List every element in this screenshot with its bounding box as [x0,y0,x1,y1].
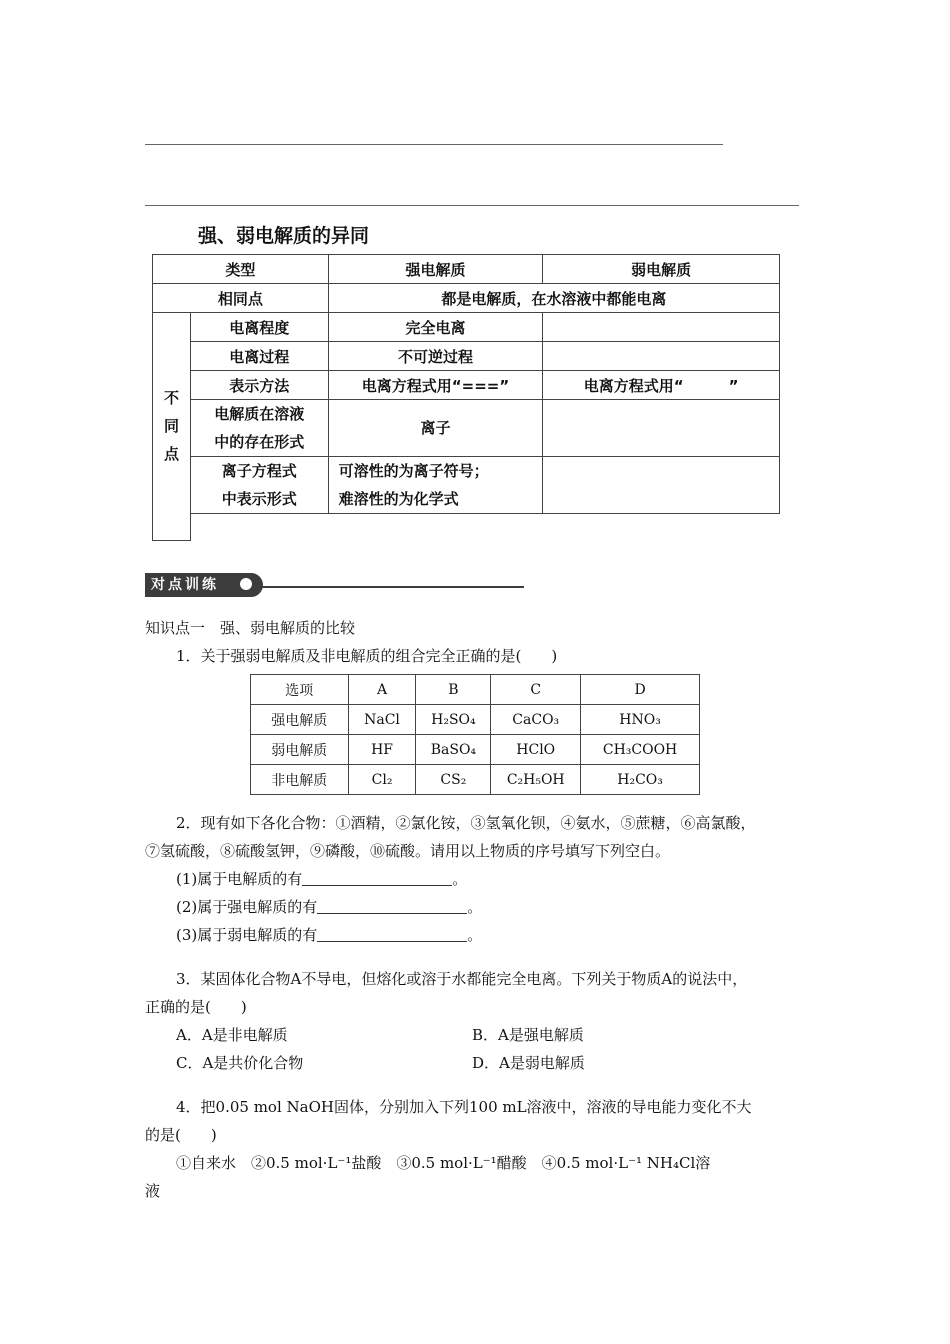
answer-blank-2[interactable] [317,899,467,914]
row-strong: 完全电离 [328,313,543,342]
q2-sub3: (3)属于弱电解质的有 。 [176,926,483,944]
table-cell: 弱电解质 [251,735,349,765]
section-title: 强、弱电解质的异同 [198,225,370,247]
q1-stem: 1．关于强弱电解质及非电解质的组合完全正确的是( ) [176,647,558,665]
practice-banner-label: 对点训练 [145,573,263,597]
q4-line3: ①自来水 ②0.5 mol·L⁻¹盐酸 ③0.5 mol·L⁻¹醋酸 ④0.5 mol·L⁻¹ NH₄Cl溶 [176,1154,711,1172]
table-cell: 选项 [251,675,349,705]
table-row [251,675,700,705]
row-weak: 电离方程式用“ ” [543,371,780,400]
table-row [153,457,780,514]
row-weak [543,400,780,457]
q3-option-b[interactable]: B．A是强电解质 [472,1026,584,1044]
table-row [153,313,780,342]
table-row [251,765,700,795]
q2-line1: 2．现有如下各化合物：①酒精，②氯化铵，③氢氧化钡，④氨水，⑤蔗糖，⑥高氯酸， [176,814,756,832]
comparison-table [152,254,780,541]
table-cell: HClO [491,735,581,765]
table-cell: C [491,675,581,705]
row-label: 离子方程式 中表示形式 [190,457,328,514]
q2-sub1: (1)属于电解质的有 。 [176,870,468,888]
bullet-icon [240,578,252,590]
q2-line2: ⑦氢硫酸，⑧硫酸氢钾，⑨磷酸，⑩硫酸。请用以上物质的序号填写下列空白。 [145,842,671,860]
table-cell: BaSO₄ [416,735,491,765]
table-cell: 强电解质 [251,705,349,735]
row-label: 电离过程 [190,342,328,371]
table-cell: CH₃COOH [581,735,700,765]
table-cell: H₂SO₄ [416,705,491,735]
table-row [153,342,780,371]
table-row [251,735,700,765]
knowledge-point: 知识点一 强、弱电解质的比较 [145,619,356,637]
row-strong: 电离方程式用“===” [328,371,543,400]
q3-line2: 正确的是( ) [145,998,247,1016]
table-cell: Cl₂ [348,765,416,795]
table-row [153,371,780,400]
table-cell: HF [348,735,416,765]
same-label: 相同点 [153,284,329,313]
q3-option-c[interactable]: C．A是共价化合物 [176,1054,304,1072]
row-label: 表示方法 [190,371,328,400]
q4-line1: 4．把0.05 mol NaOH固体，分别加入下列100 mL溶液中，溶液的导电能力变化不大 [176,1098,752,1116]
table-cell: C₂H₅OH [491,765,581,795]
same-value: 都是电解质，在水溶液中都能电离 [328,284,779,313]
table-stub [190,514,779,541]
q3-line1: 3．某固体化合物A不导电，但熔化或溶于水都能完全电离。下列关于物质A的说法中， [176,970,748,988]
table-cell: H₂CO₃ [581,765,700,795]
header-rule-2 [145,205,799,206]
q4-line2: 的是( ) [145,1126,217,1144]
header-cell-weak: 弱电解质 [543,255,780,284]
table-cell: CaCO₃ [491,705,581,735]
row-weak [543,457,780,514]
row-label: 电离程度 [190,313,328,342]
q4-line4: 液 [145,1182,161,1200]
table-cell: HNO₃ [581,705,700,735]
row-strong: 可溶性的为离子符号； 难溶性的为化学式 [328,457,543,514]
answer-blank-1[interactable] [302,871,452,886]
row-label: 电解质在溶液 中的存在形式 [190,400,328,457]
table-cell: 非电解质 [251,765,349,795]
header-rule-1 [145,144,723,145]
header-cell-strong: 强电解质 [328,255,543,284]
answer-blank-3[interactable] [317,927,467,942]
banner-rule [262,586,524,588]
table-cell: NaCl [348,705,416,735]
table-stub-row [153,514,780,541]
table-row [251,705,700,735]
header-cell-type: 类型 [153,255,329,284]
row-weak [543,342,780,371]
table-cell: A [348,675,416,705]
q3-option-d[interactable]: D．A是弱电解质 [472,1054,585,1072]
row-strong: 离子 [328,400,543,457]
table-header-row [153,255,780,284]
table-cell: B [416,675,491,705]
diff-label: 不 同 点 [153,313,191,541]
row-strong: 不可逆过程 [328,342,543,371]
table-cell: CS₂ [416,765,491,795]
row-weak [543,313,780,342]
table-row-same [153,284,780,313]
table-cell: D [581,675,700,705]
q1-options-table [250,674,700,795]
q3-option-a[interactable]: A．A是非电解质 [176,1026,288,1044]
table-row [153,400,780,457]
q2-sub2: (2)属于强电解质的有 。 [176,898,483,916]
